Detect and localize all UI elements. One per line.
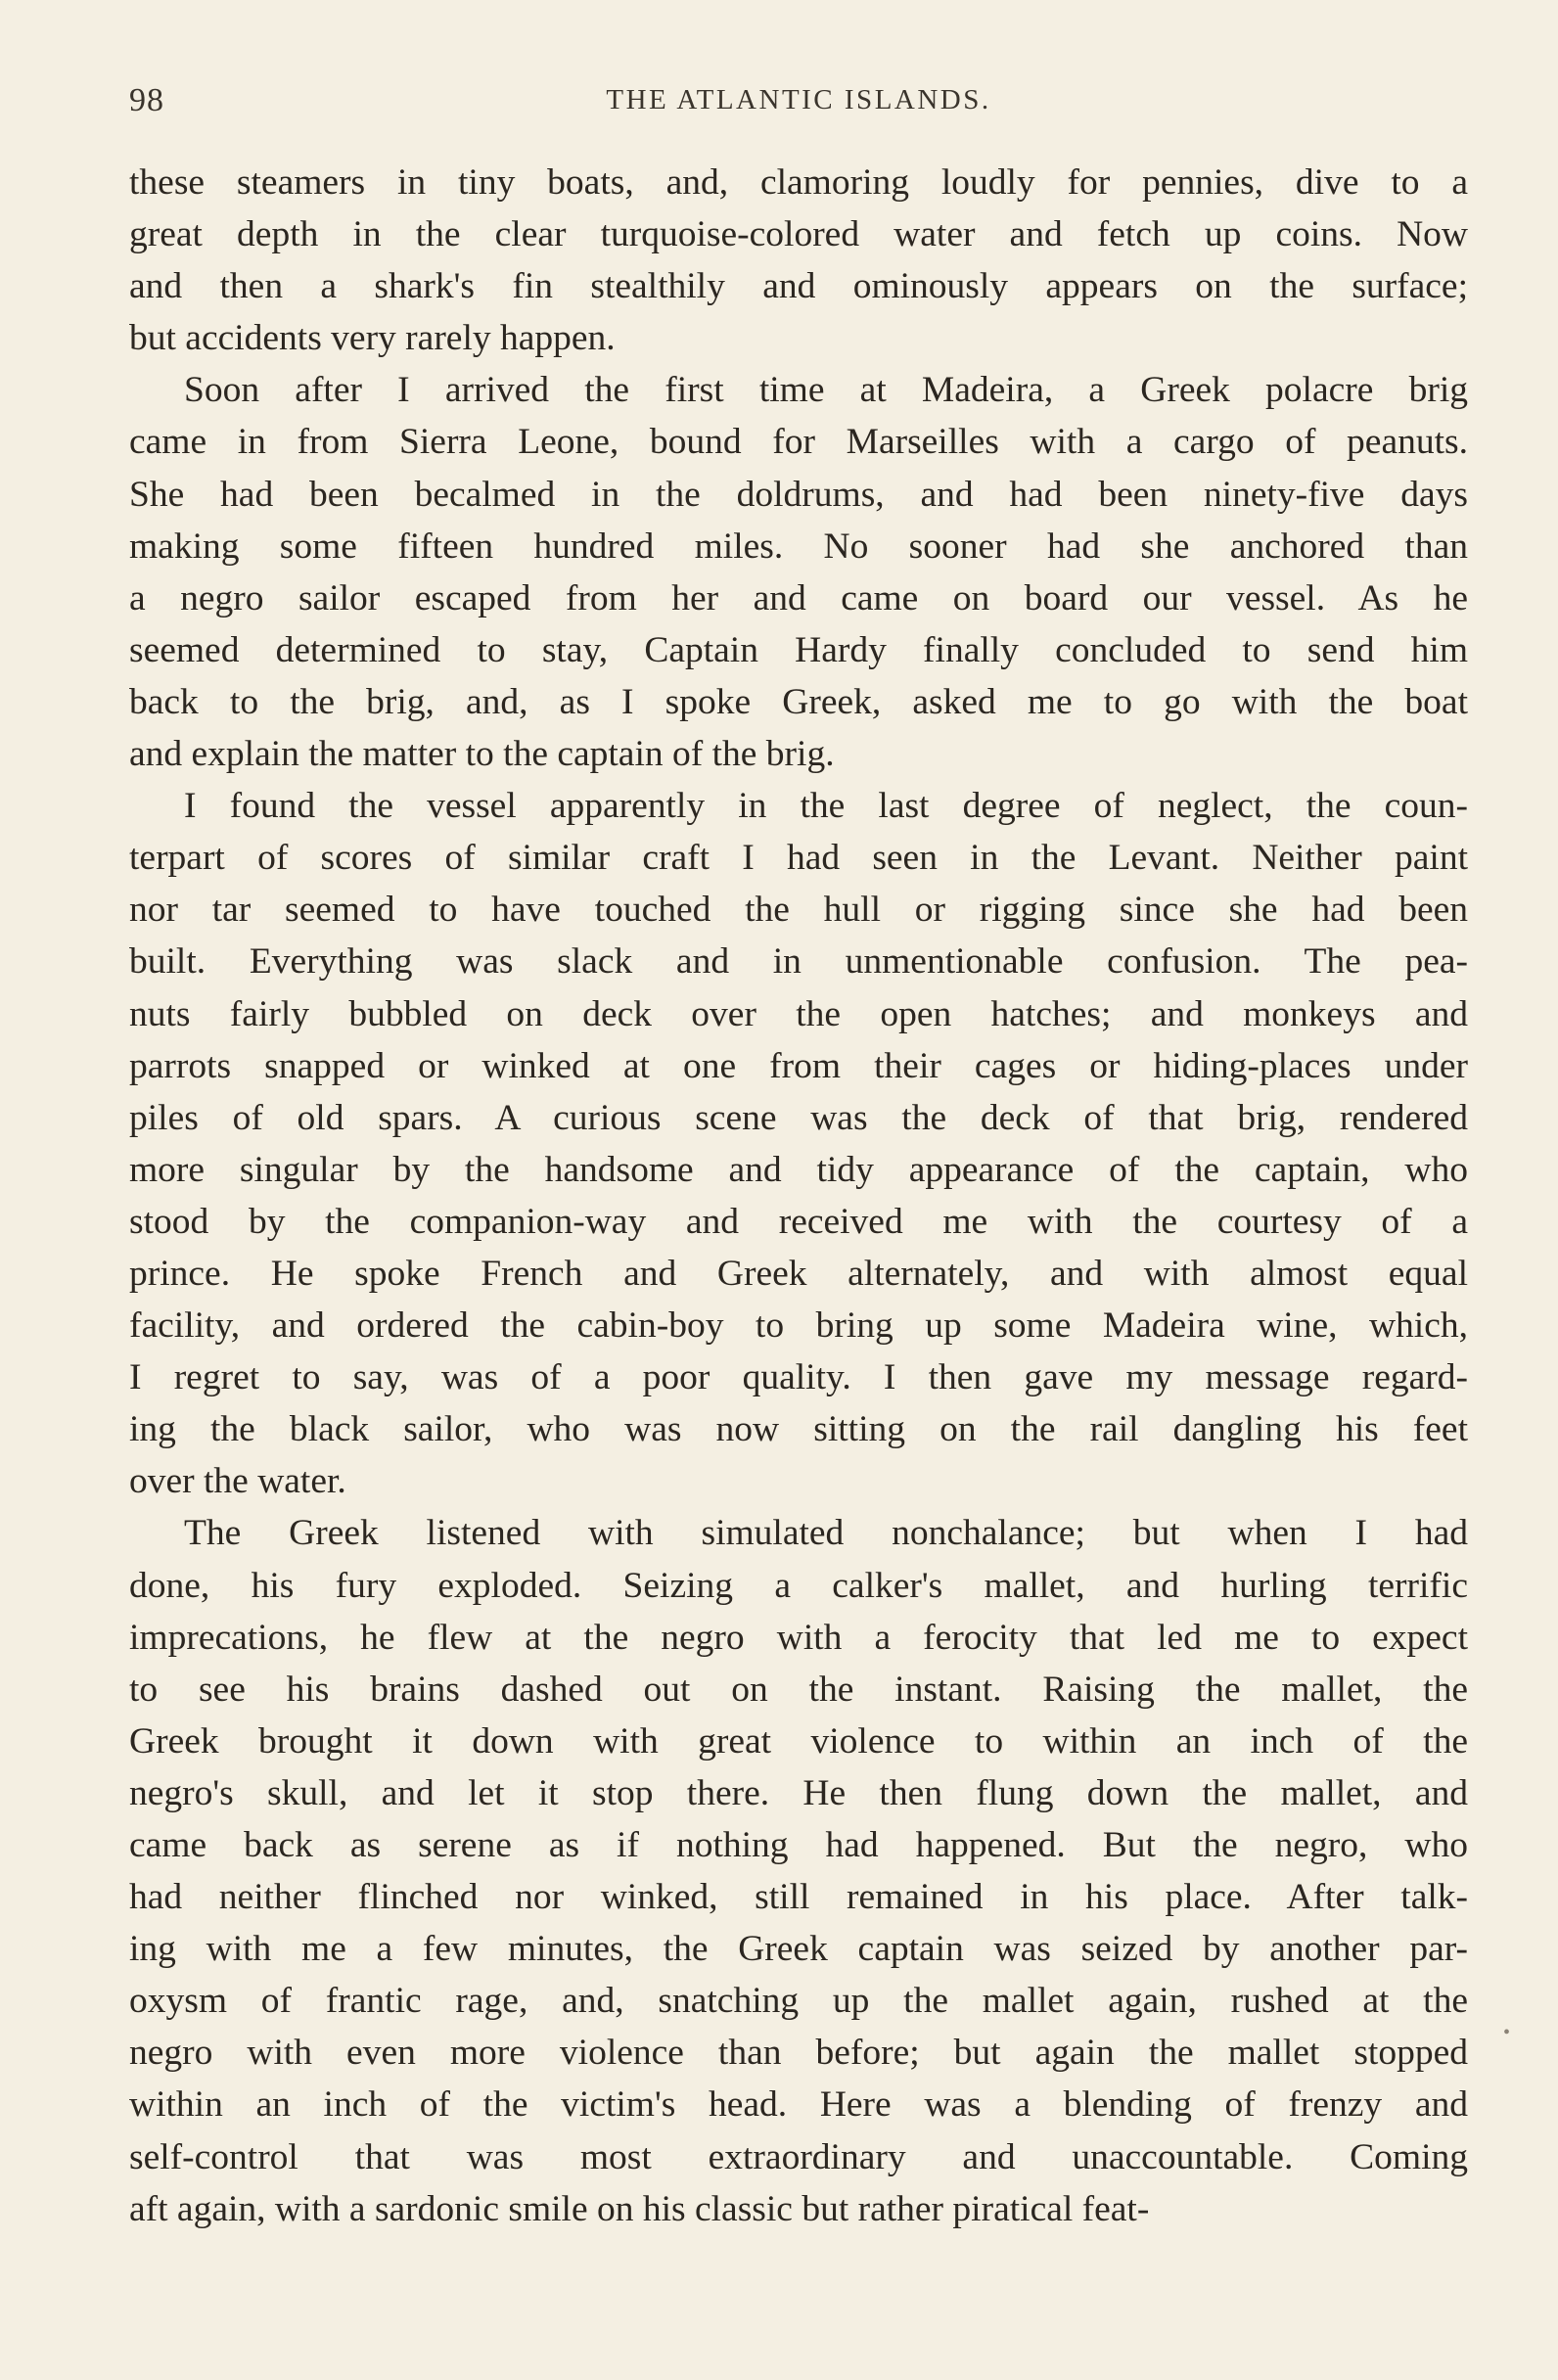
- text-line: negro's skull, and let it stop there. He then flung down the mallet, and: [129, 1772, 1468, 1813]
- paragraph: [129, 1507, 1468, 2234]
- text-line: nuts fairly bubbled on deck over the open hatches; and monkeys and: [129, 993, 1468, 1034]
- text-line: negro with even more violence than before; but again the mallet stopped: [129, 2033, 1468, 2074]
- paragraph: [129, 157, 1468, 364]
- text-line: facility, and ordered the cabin-boy to bring up some Madeira wine, which,: [129, 1305, 1468, 1347]
- text-line: came back as serene as if nothing had happened. But the negro, who: [129, 1825, 1468, 1865]
- text-line: within an inch of the victim's head. Here was a blending of frenzy and: [129, 2084, 1468, 2126]
- text-line: terpart of scores of similar craft I had seen in the Levant. Neither paint: [129, 838, 1468, 879]
- text-line: piles of old spars. A curious scene was the deck of that brig, rendered: [129, 1097, 1468, 1138]
- text-line: aft again, with a sardonic smile on his classic but rather piratical feat-: [129, 2188, 1150, 2229]
- text-line: but accidents very rarely happen.: [129, 318, 616, 359]
- text-line: back to the brig, and, as I spoke Greek, asked me to go with the boat: [129, 681, 1468, 722]
- paragraph: [129, 364, 1468, 780]
- text-line: had neither flinched nor winked, still remained in his place. After talk-: [129, 1877, 1468, 1918]
- text-line: The Greek listened with simulated nonchalance; but when I had: [184, 1513, 1468, 1554]
- paragraph: [129, 780, 1468, 1507]
- text-line: and then a shark's fin stealthily and ominously appears on the surface;: [129, 266, 1468, 307]
- text-line: more singular by the handsome and tidy appearance of the captain, who: [129, 1149, 1468, 1190]
- text-line: prince. He spoke French and Greek alternately, and with almost equal: [129, 1253, 1468, 1294]
- text-line: Greek brought it down with great violence to within an inch of the: [129, 1720, 1468, 1762]
- page-header: [129, 82, 1468, 131]
- text-line: parrots snapped or winked at one from their cages or hiding-places under: [129, 1045, 1468, 1086]
- text-line: great depth in the clear turquoise-colored water and fetch up coins. Now: [129, 214, 1468, 255]
- text-line: built. Everything was slack and in unmentionable confusion. The pea-: [129, 941, 1468, 983]
- text-line: self-control that was most extraordinary and unaccountable. Coming: [129, 2136, 1468, 2177]
- text-line: a negro sailor escaped from her and came on board our vessel. As he: [129, 577, 1468, 618]
- text-line: Soon after I arrived the first time at Madeira, a Greek polacre brig: [184, 370, 1468, 411]
- text-line: nor tar seemed to have touched the hull or rigging since she had been: [129, 890, 1468, 931]
- running-title: THE ATLANTIC ISLANDS.: [606, 84, 991, 115]
- text-line: seemed determined to stay, Captain Hardy finally concluded to send him: [129, 629, 1468, 670]
- text-line: these steamers in tiny boats, and, clamoring loudly for pennies, dive to a: [129, 162, 1468, 203]
- page-number: 98: [129, 82, 164, 118]
- body-text: [129, 157, 1468, 2235]
- text-line: I regret to say, was of a poor quality. I then gave my message regard-: [129, 1357, 1468, 1398]
- text-line: She had been becalmed in the doldrums, and had been ninety-five days: [129, 474, 1468, 515]
- text-line: to see his brains dashed out on the instant. Raising the mallet, the: [129, 1669, 1468, 1710]
- stray-ink-mark: •: [1503, 2022, 1511, 2043]
- text-line: done, his fury exploded. Seizing a calker's mallet, and hurling terrific: [129, 1565, 1468, 1606]
- text-line: ing the black sailor, who was now sitting on the rail dangling his feet: [129, 1409, 1468, 1450]
- text-line: oxysm of frantic rage, and, snatching up the mallet again, rushed at the: [129, 1981, 1468, 2022]
- text-line: ing with me a few minutes, the Greek captain was seized by another par-: [129, 1929, 1468, 1970]
- text-line: and explain the matter to the captain of the brig.: [129, 734, 835, 775]
- text-line: stood by the companion-way and received me with the courtesy of a: [129, 1201, 1468, 1242]
- text-line: came in from Sierra Leone, bound for Marseilles with a cargo of peanuts.: [129, 422, 1468, 463]
- text-line: imprecations, he flew at the negro with a ferocity that led me to expect: [129, 1617, 1468, 1658]
- text-line: I found the vessel apparently in the last degree of neglect, the coun-: [184, 786, 1468, 827]
- text-line: over the water.: [129, 1461, 346, 1502]
- text-line: making some fifteen hundred miles. No sooner had she anchored than: [129, 526, 1468, 567]
